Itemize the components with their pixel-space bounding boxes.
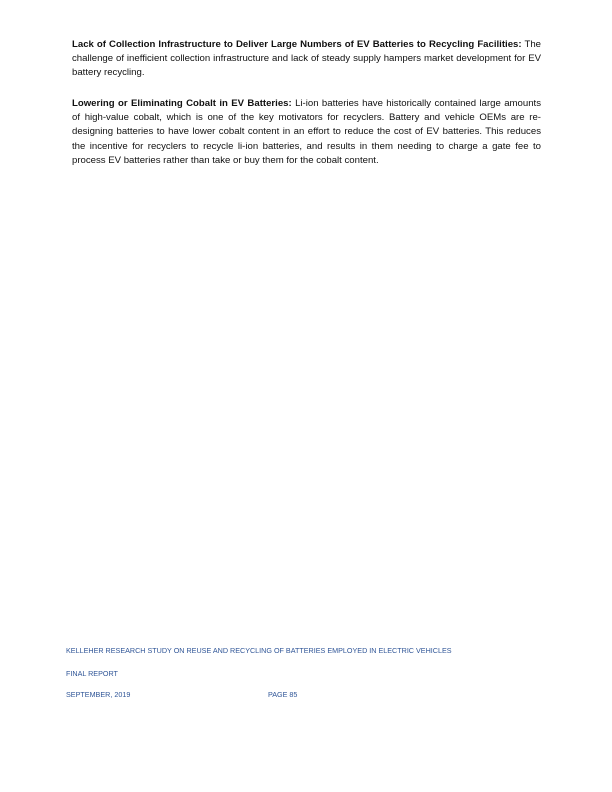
paragraph-heading: Lack of Collection Infrastructure to Deliver Large Numbers of EV Batteries to Recycling Facilities:: [72, 39, 522, 50]
footer-page-number: PAGE 85: [268, 690, 298, 699]
paragraph-collection-infrastructure: [72, 38, 541, 81]
footer-date: SEPTEMBER, 2019: [66, 690, 131, 699]
paragraph-heading: Lowering or Eliminating Cobalt in EV Batteries:: [72, 98, 292, 109]
footer-study-title: KELLEHER RESEARCH STUDY ON REUSE AND RECYCLING OF BATTERIES EMPLOYED IN ELECTRIC VEHICLES: [66, 646, 452, 655]
footer-report-type: FINAL REPORT: [66, 669, 118, 678]
paragraph-text: The challenge of inefficient collection infrastructure and lack of steady supply hampers market development for EV battery recycling.: [72, 39, 541, 79]
paragraph-text: Li-ion batteries have historically contained large amounts of high-value cobalt, which is one of the key motivators for recyclers. Battery and vehicle OEMs are re-designing batteries to have lower cobalt content in an effort to reduce the cost of EV batteries. This reduces the incentive for recyclers to recycle li-ion batteries, and results in them needing to charge a gate fee to process EV batteries rather than take or buy them for the cobalt content.: [72, 98, 541, 166]
paragraph-cobalt: [72, 97, 541, 168]
